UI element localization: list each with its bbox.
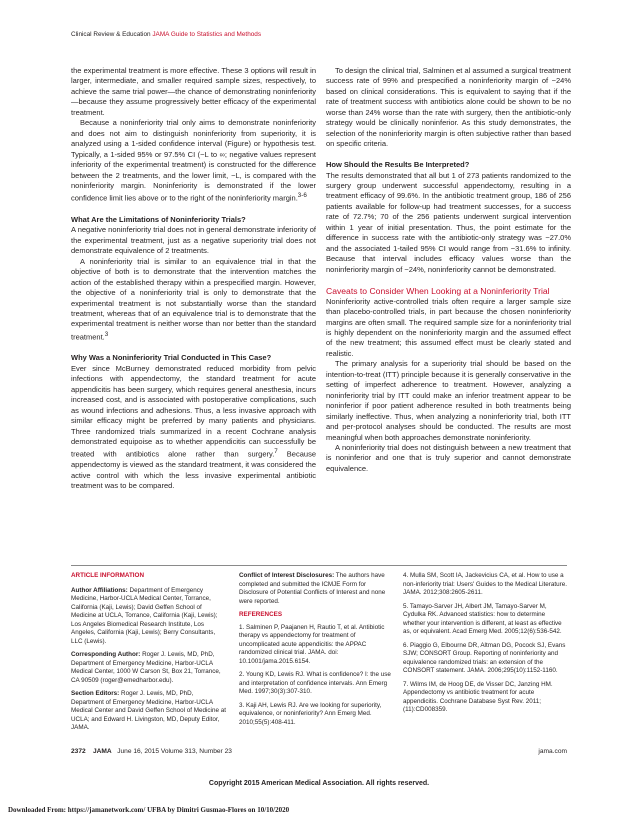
section-heading: Caveats to Consider When Looking at a Noninferiority Trial (326, 285, 550, 296)
page-footer (71, 748, 567, 755)
journal-name: JAMA (93, 748, 112, 755)
paragraph: The primary analysis for a superiority trial should be based on the intention-to-treat (ITT) principle because it is generally conservative in the setting of imperfect adherence to treatment. However, analyzing a noninferiority trial by ITT could make an inferior treatment appear to be noninferior if poor patient adherence resulted in both treatments being similarly ineffective. Thus, when analyzing a noninferiority trial, both ITT and per-protocol analyses should be conducted. The results are most meaningful when both approaches demonstrate noninferiority. (326, 359, 571, 442)
subheading: Why Was a Noninferiority Trial Conducted in This Case? (71, 353, 272, 363)
guide-label: JAMA Guide to Statistics and Methods (152, 31, 262, 38)
paragraph: A negative noninferiority trial does not in general demonstrate inferiority of the experimental treatment, just as a negative superiority trial does not demonstrate equivalence of 2 treatments. (71, 225, 316, 256)
subheading: How Should the Results Be Interpreted? (326, 160, 470, 170)
references-title: REFERENCES (239, 611, 283, 618)
section-editors (71, 690, 226, 733)
divider (71, 565, 567, 566)
paragraph-text: Because a noninferiority trial only aims to demonstrate noninferiority and does not aim to distinguish noninferiority from superiority, it is analyzed using a 1-sided confidence interval (Figure) or hypothesis test. Typically, a 1-sided 95% or 97.5% CI (−L to ∞; negative values represent inferiority of the experimental treatment) is constructed for the difference between the 2 treatments, and the lower limit, −L, is compared with the noninferiority margin. Noninferiority is demonstrated if the lower confidence limit lies above or to the right of the noninferiority margin. (71, 118, 316, 203)
paragraph: To design the clinical trial, Salminen et al assumed a surgical treatment success rate of 99% and prespecified a noninferiority margin of −24% based on clinical considerations. This is equivalent to saying that if the rate of treatment success with antibiotics alone could be shown to be no worse than 24% worse than the rate with surgery, then the antibiotic-only strategy would be clinically noninferior. As this study demonstrates, the selection of the noninferiority margin is often subjective rather than based on specific criteria. (326, 66, 571, 149)
references-column (403, 572, 567, 720)
paragraph: the experimental treatment is more effective. These 3 options will result in larger, intermediate, and smaller required sample sizes, respectively, to achieve the same trial power—the chance of demonstrating noninferiority—because they assume progressively better efficacy of the experimental treatment. (71, 66, 316, 117)
running-header (71, 31, 261, 38)
issue-info: June 16, 2015 Volume 313, Number 23 (117, 748, 232, 755)
editors-label: Section Editors: (71, 690, 120, 697)
paragraph-text: A noninferiority trial is similar to an equivalence trial in that the objective of both is to demonstrate that the intervention matches the action of the established therapy within a prespecified margin. However, the objective of a noninferiority trial is only to demonstrate that the experimental treatment is not substantially worse than the standard treatment, whereas that of an equivalence trial is to demonstrate that the experimental treatment is neither worse than nor better than the standard treatment. (71, 256, 316, 342)
conflict-disclosures (239, 572, 394, 606)
article-info-column (71, 572, 226, 738)
download-stamp: Downloaded From: https://jamanetwork.com/ UFBA by Dimitri Gusmao-Flores on 10/10/2020 (8, 806, 290, 814)
paragraph: The results demonstrated that all but 1 of 273 patients randomized to the surgery group underwent successful appendectomy, resulting in a treatment efficacy of 99.6%. In the antibiotic treatment group, 186 of 256 patients available for follow-up had treatment successes, for a success rate of 72.7%; 70 of the 256 patients underwent surgical intervention within 1 year of initial presentation. Thus, the point estimate for the difference in success rate with the antibiotic-only strategy was −27.0% and the associated 1-tailed 95% CI would range from −31.6% to infinity. Because that interval includes efficacy values worse than the noninferiority margin of −24%, noninferiority cannot be demonstrated. (326, 170, 571, 274)
conflict-references-column (239, 572, 394, 732)
section-label: Clinical Review & Education (71, 31, 151, 38)
reference-item: 6. Piaggio G, Elbourne DR, Altman DG, Pocock SJ, Evans SJW; CONSORT Group. Reporting of noninferiority and equivalence randomized trials: an extension of the CONSORT statement. JAMA. 2006;295(10):1152-1160. (403, 641, 566, 674)
paragraph (71, 257, 316, 343)
right-column (326, 66, 571, 474)
paragraph (71, 118, 316, 204)
corresponding-label: Corresponding Author: (71, 651, 141, 658)
subheading: What Are the Limitations of Noninferiority Trials? (71, 214, 246, 224)
affiliations-text: Department of Emergency Medicine, Harbor-UCLA Medical Center, Torrance, California (Kaji, Lewis); David Geffen School of Medicine at UCLA, Torrance, California (Kaji, Lewis); Los Angeles Biomedical Research Institute, Los Angeles, California (Kaji, Lewis); Berry Consultants, LLC (Lewis). (71, 586, 218, 645)
corresponding-text: Roger J. Lewis, MD, PhD, Department of Emergency Medicine, Harbor-UCLA Medical Center, 1000 W Carson St, Box 21, Torrance, CA 90509 (roger@emedharbor.edu). (71, 651, 221, 684)
editors-text: Roger J. Lewis, MD, PhD, Department of Emergency Medicine, Harbor-UCLA Medical Center and David Geffen School of Medicine at UCLA; and Edward H. Livingston, MD, Deputy Editor, JAMA. (71, 690, 226, 731)
conflict-label: Conflict of Interest Disclosures: (239, 572, 335, 579)
reference-item: 2. Young KD, Lewis RJ. What is confidence? I: the use and interpretation of confidence intervals. Ann Emerg Med. 1997;30(3):307-310. (239, 671, 391, 695)
reference-item: 4. Mulla SM, Scott IA, Jackevicius CA, et al. How to use a non-inferiority trial: Users' Guides to the Medical Literature. JAMA. 2012;308:2605-2611. (403, 572, 567, 596)
journal-site: jama.com (538, 748, 567, 755)
citation: 3-6 (297, 192, 307, 200)
reference-item: 5. Tamayo-Sarver JH, Albert JM, Tamayo-Sarver M, Cydulka RK. Advanced statistics: how to determine whether your intervention is different, at least as effective as, or equivalent. Acad Emerg Med. 2005;12(6):536-542. (403, 602, 562, 635)
paragraph-text: Because appendectomy is viewed as the standard treatment, it was considered the active control with which the less invasive experimental antibiotic treatment was to be compared. (71, 449, 316, 491)
affiliations (71, 587, 226, 647)
reference-item: 1. Salminen P, Paajanen H, Rautio T, et al. Antibiotic therapy vs appendectomy for treatment of uncomplicated acute appendicitis: the APPAC randomized clinical trial. JAMA. doi: 10.1001/jama.2015.6154. (239, 623, 385, 665)
paragraph: Noninferiority active-controlled trials often require a larger sample size than placebo-controlled trials, in part because the chosen noninferiority margins are often small. The required sample size for a noninferiority trial is highly dependent on the noninferiority margin and the assumed effect of the new treatment; this assumed effect must be clearly stated and realistic. (326, 296, 571, 358)
reference-item: 3. Kaji AH, Lewis RJ. Are we looking for superiority, equivalence, or noninferiority? Ann Emerg Med. 2010;55(5):408-411. (239, 701, 382, 726)
affiliations-label: Author Affiliations: (71, 586, 128, 594)
citation: 7 (274, 448, 278, 456)
citation: 3 (104, 330, 109, 338)
article-info-title: ARTICLE INFORMATION (71, 572, 144, 579)
paragraph: A noninferiority trial does not distinguish between a new treatment that is noninferior and one that is truly superior and cannot demonstrate equivalence. (326, 442, 571, 473)
reference-item: 7. Wilms IM, de Hoog DE, de Visser DC, Janzing HM. Appendectomy vs antibiotic treatment for acute appendicitis. Cochrane Database Syst Rev. 2011;(11):CD008359. (403, 680, 553, 713)
conflict-text: The authors have completed and submitted the ICMJE Form for Disclosure of Potential Conflicts of Interest and none were reported. (239, 572, 386, 605)
paragraph (71, 364, 316, 492)
corresponding-author (71, 651, 226, 685)
left-column (71, 66, 316, 492)
copyright-notice: Copyright 2015 American Medical Association. All rights reserved. (208, 780, 430, 787)
page-number: 2372 (71, 748, 86, 755)
paragraph-text: Ever since McBurney demonstrated reduced morbidity from pelvic infections with appendectomy, the standard treatment for acute appendicitis has been surgery, which requires general anesthesia, incurs increased cost, and is associated with postoperative complications, such as wound infections and adhesions. Thus, a less invasive approach with similar efficacy might be preferred by many patients and physicians. Three randomized trials summarized in a recent Cochrane analysis demonstrated equipoise as to whether appendicitis can successfully be treated with antibiotics alone rather than surgery. (71, 363, 316, 459)
